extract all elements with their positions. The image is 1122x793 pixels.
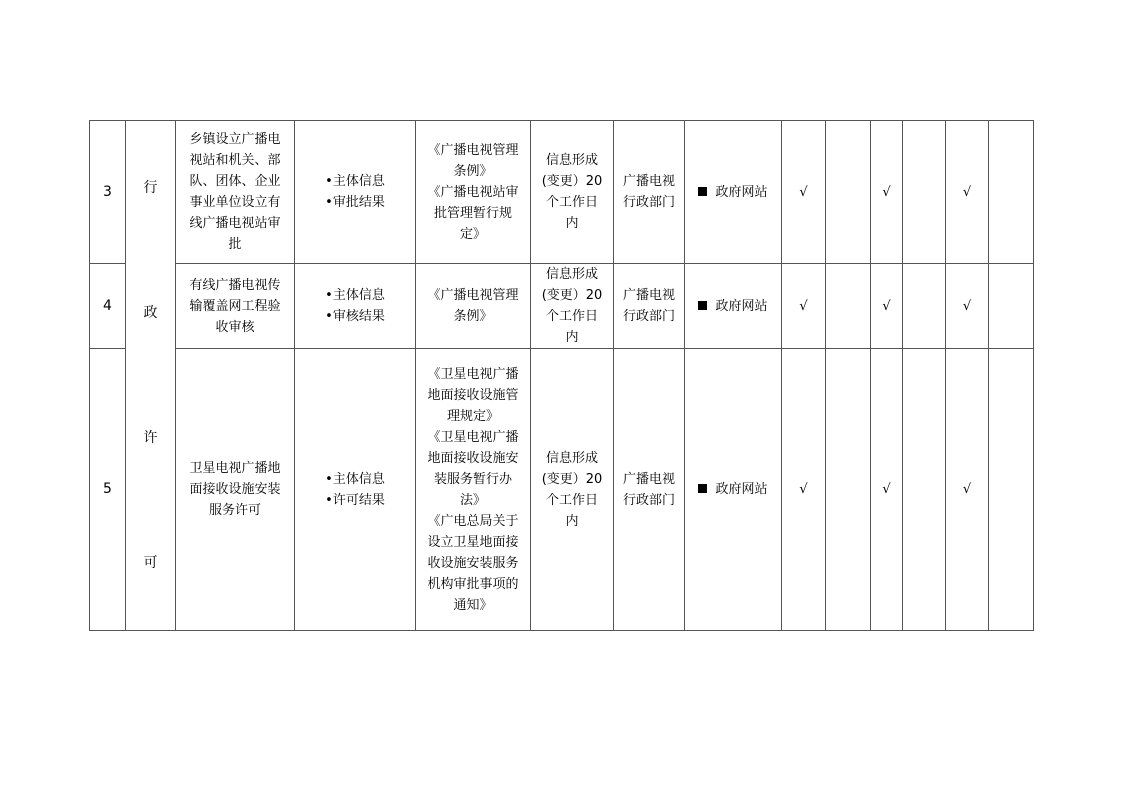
content-cell: [295, 349, 416, 631]
content-cell: [295, 121, 416, 264]
category-char: 政: [143, 304, 158, 321]
basis-line: 《广播电视管理: [427, 142, 519, 158]
item-line: 收审核: [215, 319, 255, 335]
check-cell: √: [871, 349, 903, 631]
time-limit-cell: [531, 121, 614, 264]
item-line: 事业单位设立有: [189, 195, 281, 210]
basis-line: 条例》: [453, 309, 493, 324]
content-item: •主体信息: [325, 174, 385, 189]
check-cell: [826, 264, 871, 349]
content-item: •许可结果: [325, 492, 385, 508]
category-char: 可: [143, 554, 158, 571]
subject-cell: [614, 349, 685, 631]
basis-line: 地面接收设施安: [427, 450, 519, 466]
basis-line: 理规定》: [446, 408, 499, 424]
item-cell: [176, 349, 295, 631]
check-cell: √: [946, 349, 989, 631]
row-number: 3: [90, 121, 126, 264]
row-number: 4: [90, 264, 126, 349]
check-cell: √: [871, 121, 903, 264]
check-cell: [826, 349, 871, 631]
basis-line: 《广播电视站审: [427, 184, 519, 200]
item-line: 输覆盖网工程验: [189, 298, 281, 314]
item-line: 队、团体、企业: [189, 174, 281, 189]
check-cell: [903, 121, 946, 264]
content-item: •主体信息: [325, 471, 385, 487]
item-line: 有线广播电视传: [189, 277, 281, 293]
basis-line: 《广播电视管理: [427, 288, 519, 303]
basis-line: 机构审批事项的: [427, 576, 519, 592]
row-number: 5: [90, 349, 126, 631]
category-char: 行: [143, 179, 158, 196]
black-square-icon: [698, 187, 707, 196]
basis-cell: [416, 349, 531, 631]
subject-line: 广播电视: [622, 471, 675, 487]
channel-label: 政府网站: [715, 298, 768, 314]
time-line: 内: [565, 330, 579, 345]
check-cell: √: [782, 349, 826, 631]
black-square-icon: [698, 301, 707, 310]
basis-cell: [416, 121, 531, 264]
check-cell: √: [871, 264, 903, 349]
channel-cell: [685, 121, 782, 264]
time-line: (变更）20: [541, 174, 603, 189]
time-line: 信息形成: [545, 153, 598, 168]
item-line: 乡镇设立广播电: [189, 132, 281, 147]
basis-line: 批管理暂行规: [433, 205, 512, 221]
item-line: 视站和机关、部: [189, 153, 281, 168]
time-line: (变更）20: [541, 288, 603, 303]
time-limit-cell: [531, 349, 614, 631]
check-cell: √: [946, 121, 989, 264]
category-char: 许: [143, 429, 158, 446]
basis-line: 设立卫星地面接: [427, 534, 519, 550]
time-line: 内: [565, 216, 579, 231]
table-body: [90, 121, 1034, 631]
channel-cell: [685, 264, 782, 349]
basis-line: 定》: [459, 226, 486, 242]
subject-line: 广播电视: [622, 288, 675, 303]
subject-line: 行政部门: [622, 309, 675, 324]
time-limit-cell: [531, 264, 614, 349]
time-line: (变更）20: [541, 471, 603, 487]
disclosure-table: [89, 120, 1034, 631]
item-line: 服务许可: [208, 503, 261, 518]
basis-line: 《卫星电视广播: [427, 429, 519, 445]
content-item: •审核结果: [325, 309, 385, 324]
basis-line: 《卫星电视广播: [427, 366, 519, 382]
check-cell: [903, 264, 946, 349]
content-item: •审批结果: [325, 195, 385, 210]
basis-line: 装服务暂行办: [433, 471, 512, 487]
item-cell: [176, 264, 295, 349]
subject-line: 行政部门: [622, 195, 675, 210]
check-cell: √: [946, 264, 989, 349]
time-line: 个工作日: [545, 309, 598, 324]
time-line: 个工作日: [545, 492, 598, 508]
basis-line: 条例》: [453, 163, 493, 179]
check-cell: √: [782, 121, 826, 264]
channel-cell: [685, 349, 782, 631]
item-line: 卫星电视广播地: [189, 461, 281, 476]
subject-line: 行政部门: [622, 492, 675, 508]
check-cell: [826, 121, 871, 264]
item-cell: [176, 121, 295, 264]
content-item: •主体信息: [325, 288, 385, 303]
basis-line: 地面接收设施管: [427, 387, 519, 403]
time-line: 内: [565, 513, 579, 529]
black-square-icon: [698, 484, 707, 493]
category-cell: [126, 121, 176, 631]
basis-cell: [416, 264, 531, 349]
channel-label: 政府网站: [715, 482, 768, 497]
subject-cell: [614, 264, 685, 349]
table-row: [90, 264, 1034, 349]
table-row: [90, 349, 1034, 631]
subject-cell: [614, 121, 685, 264]
check-cell: [989, 121, 1034, 264]
basis-line: 《广电总局关于: [427, 513, 519, 529]
check-cell: √: [782, 264, 826, 349]
content-cell: [295, 264, 416, 349]
item-line: 线广播电视站审: [189, 216, 281, 231]
check-cell: [989, 349, 1034, 631]
channel-label: 政府网站: [715, 184, 768, 200]
item-line: 批: [228, 237, 242, 252]
check-cell: [989, 264, 1034, 349]
time-line: 信息形成: [545, 267, 598, 282]
time-line: 个工作日: [545, 195, 598, 210]
table-row: [90, 121, 1034, 264]
basis-line: 收设施安装服务: [427, 555, 519, 571]
time-line: 信息形成: [545, 450, 598, 466]
basis-line: 法》: [459, 492, 486, 508]
basis-line: 通知》: [453, 597, 493, 613]
subject-line: 广播电视: [622, 174, 675, 189]
check-cell: [903, 349, 946, 631]
item-line: 面接收设施安装: [189, 482, 281, 497]
